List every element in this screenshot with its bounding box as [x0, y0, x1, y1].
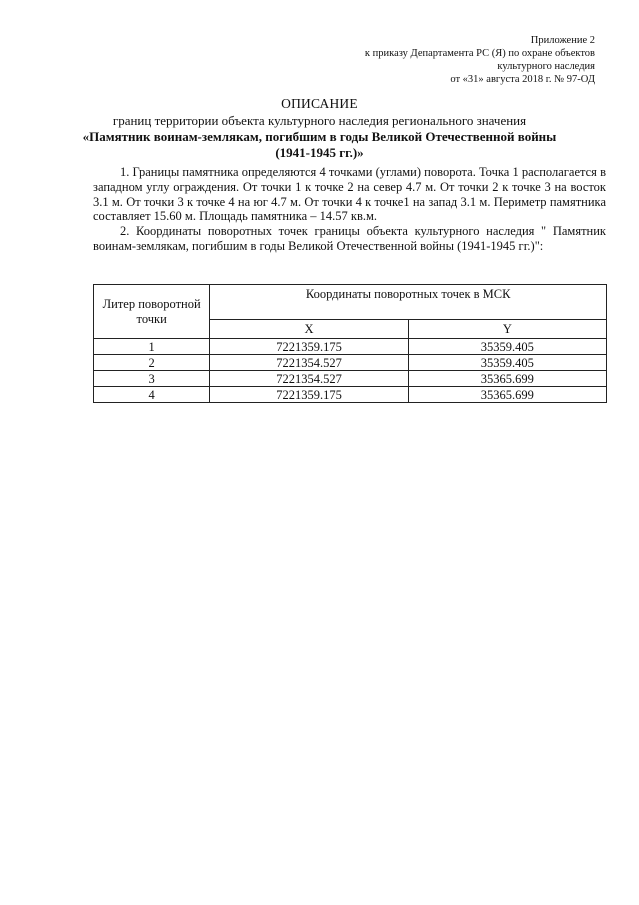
cell-x: 7221359.175 [210, 339, 408, 355]
paragraph-coordinates-intro: 2. Координаты поворотных точек границы объекта культурного наследия " Памятник воинам-землякам, погибшим в годы Великой Отечественной войны (1941-1945 гг.)": [93, 224, 606, 253]
header-msk-coordinates: Координаты поворотных точек в МСК [210, 285, 607, 320]
appendix-order-ref: к приказу Департамента РС (Я) по охране объектов [364, 48, 595, 59]
table-row [94, 387, 607, 403]
document-heading [60, 96, 579, 161]
appendix-order-ref-cont: культурного наследия [497, 61, 595, 72]
appendix-order-date: от «31» августа 2018 г. № 97-ОД [450, 74, 595, 85]
description-body [93, 165, 606, 254]
cell-point: 2 [94, 355, 210, 371]
cell-y: 35365.699 [408, 371, 606, 387]
document-title: ОПИСАНИЕ [281, 96, 358, 111]
cell-x: 7221359.175 [210, 387, 408, 403]
coordinates-table [93, 284, 607, 403]
document-subtitle: границ территории объекта культурного наследия регионального значения [112, 113, 527, 128]
cell-x: 7221354.527 [210, 371, 408, 387]
header-x: X [210, 320, 408, 339]
cell-x: 7221354.527 [210, 355, 408, 371]
header-y: Y [408, 320, 606, 339]
object-name-line-1: «Памятник воинам-землякам, погибшим в годы Великой Отечественной войны [82, 129, 557, 144]
table-row [94, 339, 607, 355]
table-row [94, 371, 607, 387]
cell-y: 35359.405 [408, 339, 606, 355]
header-point-letter: Литер поворотной точки [94, 285, 210, 339]
appendix-title: Приложение 2 [530, 35, 595, 46]
cell-point: 3 [94, 371, 210, 387]
paragraph-boundaries: 1. Границы памятника определяются 4 точками (углами) поворота. Точка 1 располагается в западном углу ограждения. От точки 1 к точке 2 на север 4.7 м. От точки 2 к точке 3 на восток 3.1 м. От точки 3 к точке 4 на юг 4.7 м. От точки 4 к точке1 на запад 3.1 м. Периметр памятника составляет 15.60 м. Площадь памятника – 14.57 кв.м. [93, 165, 606, 224]
cell-point: 1 [94, 339, 210, 355]
cell-point: 4 [94, 387, 210, 403]
cell-y: 35365.699 [408, 387, 606, 403]
cell-y: 35359.405 [408, 355, 606, 371]
object-name-line-2: (1941-1945 гг.)» [275, 145, 364, 160]
table-row [94, 355, 607, 371]
appendix-note [295, 34, 595, 86]
table-header-row [94, 285, 607, 320]
